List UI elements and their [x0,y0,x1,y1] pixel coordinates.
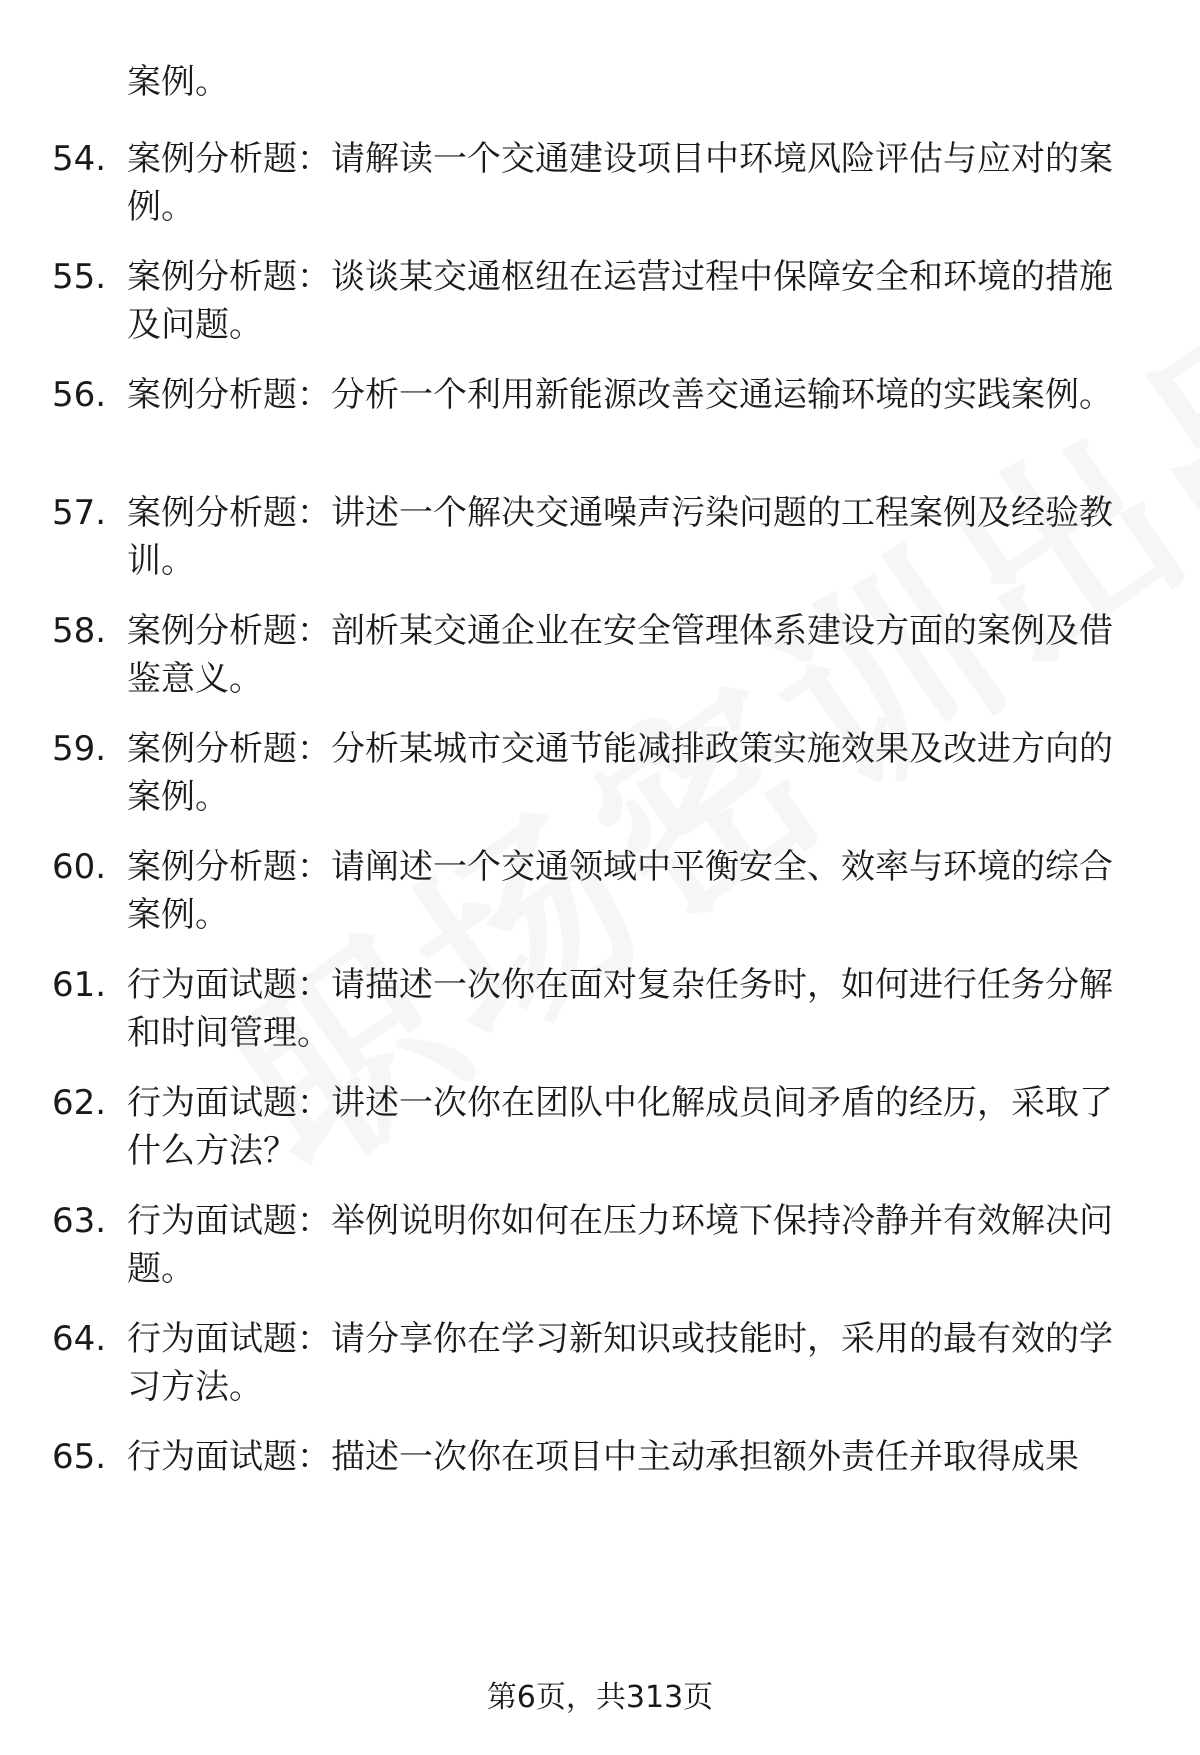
item-text: 行为面试题：请描述一次你在面对复杂任务时，如何进行任务分解和时间管理。 [127,965,1113,1053]
page-footer: 第6页，共313页 [486,1680,714,1715]
item-text: 案例分析题：请阐述一个交通领域中平衡安全、效率与环境的综合案例。 [127,847,1113,935]
item-text: 案例分析题：分析一个利用新能源改善交通运输环境的实践案例。 [127,375,1113,415]
item-text: 行为面试题：描述一次你在项目中主动承担额外责任并取得成果 [127,1437,1079,1477]
list-item [0,725,1200,821]
item-number: 63. [52,1201,107,1241]
item-text: 案例分析题：剖析某交通企业在安全管理体系建设方面的案例及借鉴意义。 [127,611,1113,699]
item-text: 案例分析题：请解读一个交通建设项目中环境风险评估与应对的案例。 [127,139,1113,227]
item-number: 61. [52,965,107,1005]
list-item [0,253,1200,349]
item-number: 54. [52,139,107,179]
item-text: 案例分析题：谈谈某交通枢纽在运营过程中保障安全和环境的措施及问题。 [127,257,1113,345]
item-number: 57. [52,493,107,533]
list-item [0,843,1200,939]
item-text: 案例分析题：分析某城市交通节能减排政策实施效果及改进方向的案例。 [127,729,1113,817]
item-text: 行为面试题：请分享你在学习新知识或技能时，采用的最有效的学习方法。 [127,1319,1113,1407]
list-item [0,135,1200,231]
list-item [0,1079,1200,1175]
list-item [0,1433,1200,1529]
item-number: 56. [52,375,107,415]
list-item [0,1315,1200,1411]
item-text: 案例分析题：讲述一个解决交通噪声污染问题的工程案例及经验教训。 [127,493,1113,581]
item-text: 行为面试题：举例说明你如何在压力环境下保持冷静并有效解决问题。 [127,1201,1113,1289]
list-item [0,489,1200,585]
list-item [0,371,1200,467]
continuation-text: 案例。 [127,62,229,102]
item-number: 58. [52,611,107,651]
item-number: 64. [52,1319,107,1359]
item-number: 62. [52,1083,107,1123]
list-item [0,961,1200,1057]
item-number: 65. [52,1437,107,1477]
list-item [0,1197,1200,1293]
list-item [0,607,1200,703]
item-number: 59. [52,729,107,769]
item-number: 60. [52,847,107,887]
item-number: 55. [52,257,107,297]
item-text: 行为面试题：讲述一次你在团队中化解成员间矛盾的经历，采取了什么方法？ [127,1083,1113,1171]
